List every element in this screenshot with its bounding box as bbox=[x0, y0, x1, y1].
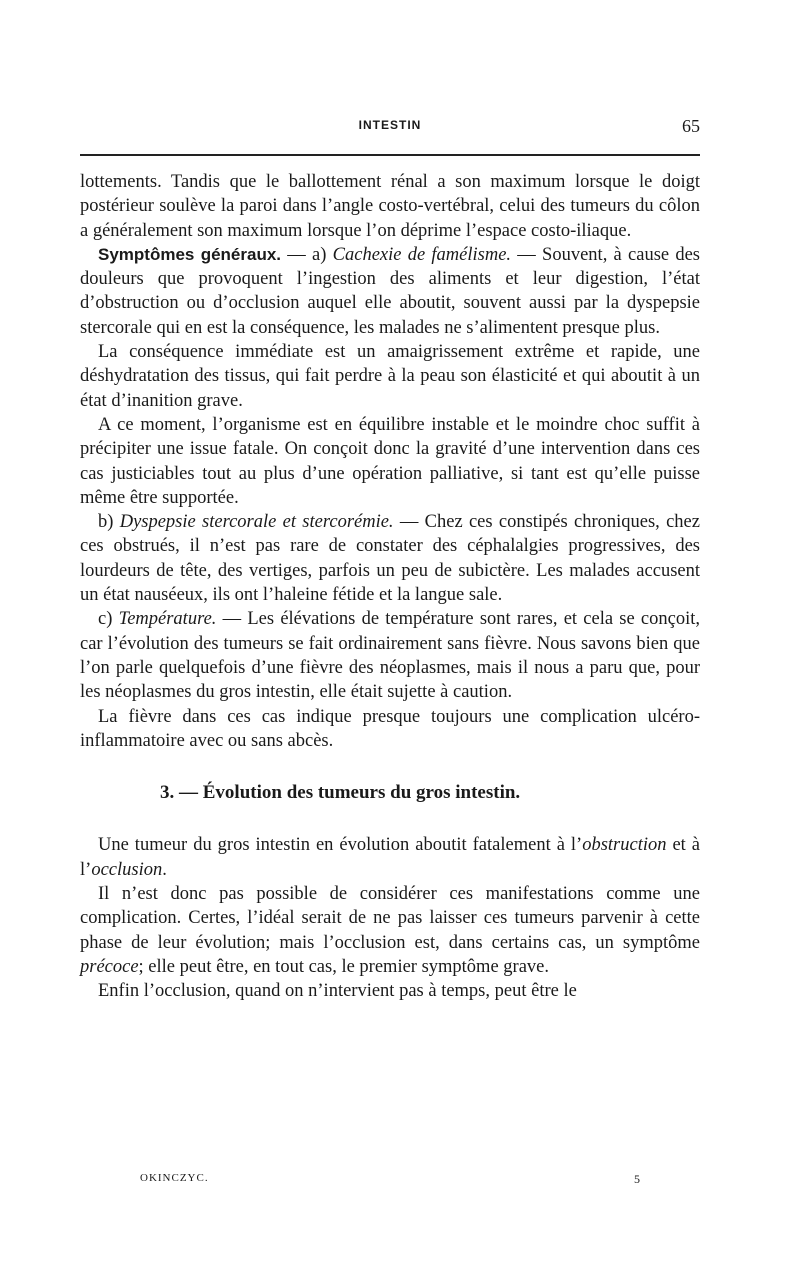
running-head bbox=[80, 118, 700, 140]
footer-author: OKINCZYC. bbox=[140, 1172, 209, 1184]
paragraph-10: Enfin l’occlusion, quand on n’intervient pas à temps, peut être le bbox=[98, 981, 577, 1002]
paragraph-9: Il n’est donc pas possible de considérer ces manifestations comme une complication. Certes, l’idéal serait de ne pas laisser ces tumeurs parvenir à cette phase de leur évolution; mais l’occlusion est, dans certains cas, un symptôme précoce; elle peut être, en tout cas, le premier symptôme grave. bbox=[80, 884, 700, 977]
paragraph-symptomes-generaux: Symptômes généraux. — a) Cachexie de famélisme. — Souvent, à cause des douleurs que provoquent l’ingestion des aliments et leur digestion, l’état d’obstruction ou d’occlusion auquel elle aboutit, souvent aussi par la dyspepsie stercorale qui en est la conséquence, les malades ne s’alimentent presque plus. bbox=[80, 244, 701, 338]
subtitle-cachexie: Cachexie de famélisme. bbox=[332, 244, 512, 265]
section-subheading: Symptômes généraux. bbox=[98, 244, 282, 264]
paragraph-temperature: c) Température. — Les élévations de température sont rares, et cela se conçoit, car l’évolution des tumeurs se fait ordinairement sans fièvre. Nous savons bien que l’on parle quelquefois d’une fièvre des néoplasmes, mais il nous a paru que, pour les néoplasmes du gros intestin, elle était sujette à caution. bbox=[80, 609, 701, 703]
section-heading: 3. — Évolution des tumeurs du gros intestin. bbox=[160, 782, 521, 804]
body-text bbox=[80, 170, 700, 1004]
header-rule bbox=[80, 154, 700, 156]
paragraph-8: Une tumeur du gros intestin en évolution aboutit fatalement à l’obstruction et à l’occlusion. bbox=[80, 835, 700, 880]
subtitle-dyspepsie: Dyspepsie stercorale et stercorémie. bbox=[119, 512, 394, 533]
footer bbox=[140, 1172, 640, 1190]
page-number: 65 bbox=[682, 116, 700, 136]
paragraph-1: lottements. Tandis que le ballottement rénal a son maximum lorsque le doigt postérieur soulève la paroi dans l’angle costo-vertébral, celui des tumeurs du côlon a généralement son maximum lorsque l’on déprime l’espace costo-iliaque. bbox=[80, 172, 700, 241]
footer-signature-mark: 5 bbox=[634, 1172, 640, 1186]
paragraph-4: A ce moment, l’organisme est en équilibre instable et le moindre choc suffit à précipiter une issue fatale. On conçoit donc la gravité d’une intervention dans ces cas justiciables tout au plus d’une opération palliative, si tant est qu’elle puisse même être supportée. bbox=[80, 414, 700, 508]
paragraph-dyspepsie: b) Dyspepsie stercorale et stercorémie. — Chez ces constipés chroniques, chez ces obstrués, il n’est pas rare de constater des céphalalgies progressives, des lourdeurs de tête, des vertiges, parfois un peu de subictère. Les malades accusent un état nauséeux, ils ont l’haleine fétide et la langue sale. bbox=[80, 512, 700, 606]
paragraph-7: La fièvre dans ces cas indique presque toujours une complication ulcéro-inflammatoire avec ou sans abcès. bbox=[80, 706, 700, 751]
subtitle-temperature: Température. bbox=[118, 609, 217, 630]
paragraph-3: La conséquence immédiate est un amaigrissement extrême et rapide, une déshydratation des tissus, qui fait perdre à la peau son élasticité et qui aboutit à un état d’inanition grave. bbox=[80, 342, 700, 411]
running-title: INTESTIN bbox=[358, 118, 422, 132]
